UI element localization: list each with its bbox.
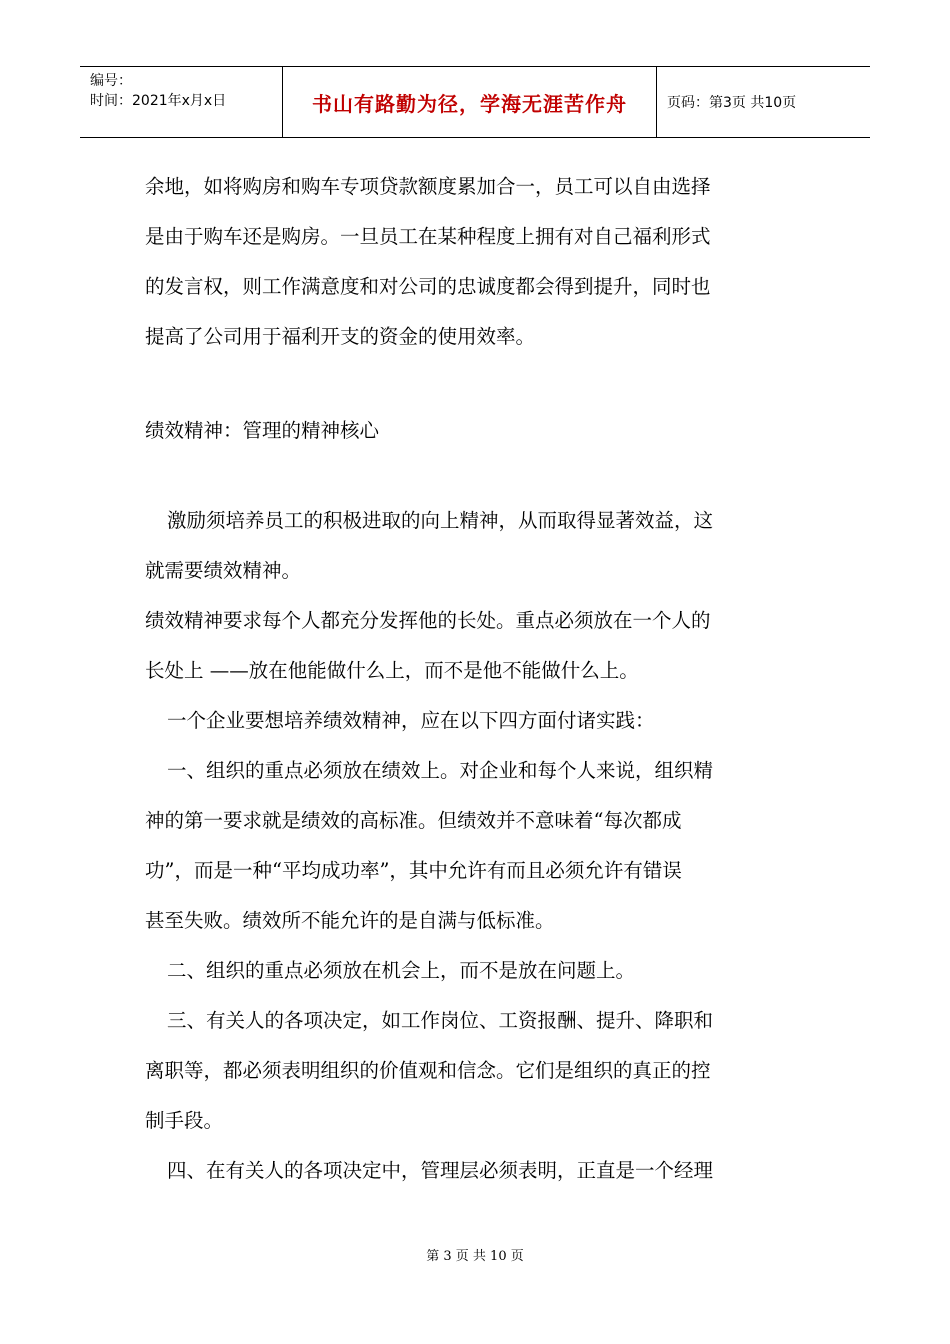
body-line: 长处上 ——放在他能做什么上，而不是他不能做什么上。 xyxy=(145,659,639,682)
body-line: 甚至失败。绩效所不能允许的是自满与低标准。 xyxy=(145,909,555,932)
body-line: 是由于购车还是购房。一旦员工在某种程度上拥有对自己福利形式 xyxy=(145,225,711,248)
body-line: 就需要绩效精神。 xyxy=(145,559,302,582)
document-header xyxy=(80,66,870,138)
body-line: 神的第一要求就是绩效的高标准。但绩效并不意味着“每次都成 xyxy=(145,809,682,832)
header-motto: 书山有路勤为径，学海无涯苦作舟 xyxy=(283,67,657,137)
body-line: 提高了公司用于福利开支的资金的使用效率。 xyxy=(145,325,536,348)
body-line: 绩效精神要求每个人都充分发挥他的长处。重点必须放在一个人的 xyxy=(145,609,711,632)
header-meta xyxy=(80,67,283,137)
body-line: 离职等，都必须表明组织的价值观和信念。它们是组织的真正的控 xyxy=(145,1059,711,1082)
date-label: 时间：2021年x月x日 xyxy=(90,93,227,109)
page-footer: 第 3 页 共 10 页 xyxy=(426,1249,524,1264)
body-line: 制手段。 xyxy=(145,1109,224,1132)
body-line: 四、在有关人的各项决定中，管理层必须表明，正直是一个经理 xyxy=(167,1159,714,1182)
number-label: 编号： xyxy=(90,73,132,89)
body-line: 的发言权，则工作满意度和对公司的忠诚度都会得到提升，同时也 xyxy=(145,275,711,298)
body-line: 功”，而是一种“平均成功率”，其中允许有而且必须允许有错误 xyxy=(145,859,682,882)
header-page-info: 页码：第3页 共10页 xyxy=(667,95,797,111)
body-line: 三、有关人的各项决定，如工作岗位、工资报酬、提升、降职和 xyxy=(167,1009,714,1032)
body-line: 余地，如将购房和购车专项贷款额度累加合一，员工可以自由选择 xyxy=(145,175,711,198)
body-line: 一、组织的重点必须放在绩效上。对企业和每个人来说，组织精 xyxy=(167,759,714,782)
body-line: 一个企业要想培养绩效精神，应在以下四方面付诸实践： xyxy=(167,709,655,732)
body-line: 二、组织的重点必须放在机会上，而不是放在问题上。 xyxy=(167,959,636,982)
document-body xyxy=(145,162,810,1196)
body-line: 激励须培养员工的积极进取的向上精神，从而取得显著效益，这 xyxy=(167,509,714,532)
section-heading: 绩效精神：管理的精神核心 xyxy=(145,419,380,442)
